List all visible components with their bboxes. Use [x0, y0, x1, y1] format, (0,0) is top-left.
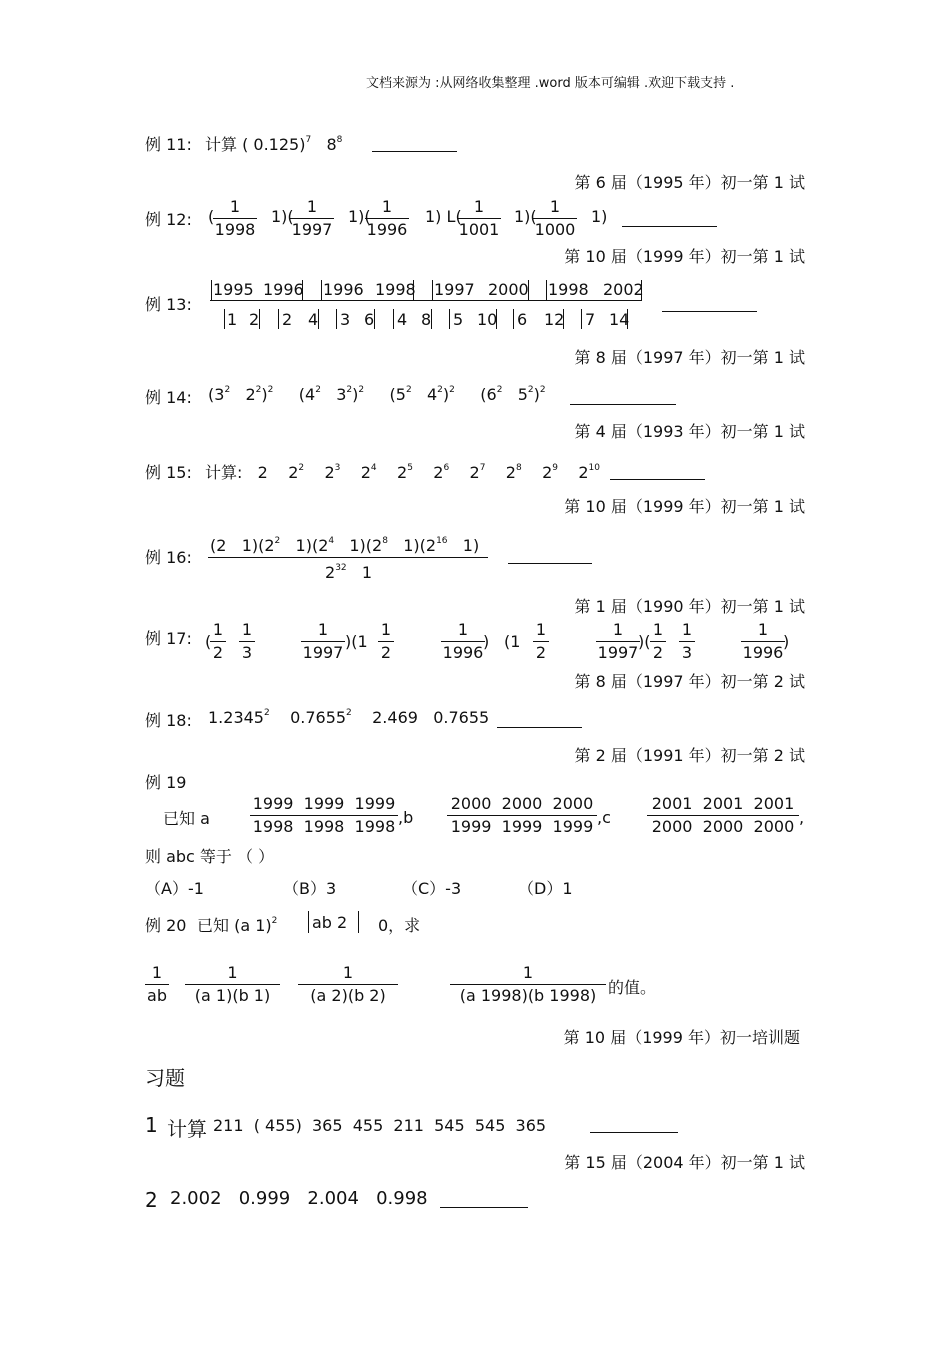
- source-note: 第 6 届（1995 年）初一第 1 试: [574, 173, 805, 192]
- fraction: 1 ab: [145, 963, 169, 1006]
- fraction: 1 (a 1)(b 1): [185, 963, 280, 1006]
- source-note: 第 10 届（1999 年）初一培训题: [563, 1028, 800, 1047]
- answer-blank: [440, 1206, 528, 1208]
- expression: 211 ( 455) 365 455 211 545 545 365: [213, 1116, 547, 1135]
- example-label: 例 14:: [145, 388, 192, 407]
- source-note: 第 1 届（1990 年）初一第 1 试: [574, 597, 805, 616]
- fraction: 1 2: [210, 620, 226, 663]
- example-label: 例 18:: [145, 711, 192, 730]
- fraction-b: 2000 2000 2000 1999 1999 1999: [447, 794, 597, 837]
- fraction: 1 3: [239, 620, 255, 663]
- answer-blank: [622, 225, 717, 227]
- example-label: 例 19: [145, 773, 187, 792]
- section-title: 习题: [145, 1066, 185, 1090]
- expression: 1.2345$^2$ 0.7655$^2$ 2.469 0.7655: [208, 708, 490, 727]
- fraction: 1 (a 2)(b 2): [298, 963, 398, 1006]
- answer-blank: [372, 150, 457, 152]
- expression: 2.002 0.999 2.004 0.998: [170, 1188, 428, 1209]
- source-note: 第 2 届（1991 年）初一第 2 试: [574, 746, 805, 765]
- answer-blank: [508, 562, 592, 564]
- fraction: 1 3: [679, 620, 695, 663]
- example-label: 例 17:: [145, 629, 192, 648]
- fraction: 1 1996: [366, 197, 408, 239]
- example-label: 例 11:: [145, 135, 192, 154]
- fraction: 1 1997: [597, 620, 639, 662]
- expression: ($3^2$ $2^2)^2$ ($4^2$ $3^2)^2$ ($5^2$ $4^2)^2$ ($6^2$ $5^2)^2$: [208, 385, 546, 404]
- example-label: 例 20: [145, 916, 187, 935]
- answer-blank: [590, 1131, 678, 1133]
- option-a: （A）-1: [145, 879, 204, 898]
- fraction: 1 1998: [214, 197, 256, 239]
- answer-blank: [610, 478, 705, 480]
- example-label: 例 15:: [145, 463, 192, 482]
- fraction-c: 2001 2001 2001 2000 2000 2000: [647, 794, 799, 837]
- fraction-bar: [208, 557, 488, 558]
- source-note: 第 4 届（1993 年）初一第 1 试: [574, 422, 805, 441]
- fraction: 1 1996: [442, 620, 484, 662]
- exercise-number: 1: [145, 1113, 158, 1137]
- answer-blank: [497, 726, 582, 728]
- question: 则 abc 等于 （ ）: [145, 847, 275, 866]
- denominator: $2^{32}$ 1: [325, 563, 373, 582]
- fraction: 1 2: [533, 620, 549, 663]
- option-b: （B）3: [283, 879, 337, 898]
- page-header: 文档来源为 :从网络收集整理 .word 版本可编辑 .欢迎下载支持 .: [366, 76, 735, 91]
- example-label: 例 12:: [145, 210, 192, 229]
- source-note: 第 10 届（1999 年）初一第 1 试: [564, 247, 805, 266]
- fraction: 1 1000: [534, 197, 576, 239]
- source-note: 第 15 届（2004 年）初一第 1 试: [564, 1153, 805, 1172]
- fraction: 1 1001: [458, 197, 500, 239]
- fraction: 1 1996: [742, 620, 784, 662]
- option-d: （D）1: [518, 879, 573, 898]
- expression: 计算: 2 $2^2$ $2^3$ $2^4$ $2^5$ $2^6$ $2^7$ $2^8$ $2^9$ $2^{10}$: [205, 463, 600, 482]
- source-note: 第 8 届（1997 年）初一第 2 试: [574, 672, 805, 691]
- exercise-number: 2: [145, 1188, 158, 1212]
- fraction: 1 1997: [291, 197, 333, 239]
- fraction: 1 2: [650, 620, 666, 663]
- numerator: (2 $1)(2^2$ $1)(2^4$ $1)(2^8$ $1)(2^{16}$ 1): [210, 536, 480, 555]
- example-label: 例 16:: [145, 548, 192, 567]
- example-label: 例 13:: [145, 295, 192, 314]
- answer-blank: [662, 310, 757, 312]
- answer-blank: [570, 403, 676, 405]
- fraction: 1 2: [378, 620, 394, 663]
- fraction: 1 1997: [302, 620, 344, 662]
- option-c: （C）-3: [402, 879, 462, 898]
- source-note: 第 10 届（1999 年）初一第 1 试: [564, 497, 805, 516]
- fraction: 1 (a 1998)(b 1998): [450, 963, 606, 1006]
- fraction-a: 1999 1999 1999 1998 1998 1998: [250, 794, 398, 837]
- expression: 计算 ( 0.125)$^7$ $8^8$: [205, 135, 343, 154]
- source-note: 第 8 届（1997 年）初一第 1 试: [574, 348, 805, 367]
